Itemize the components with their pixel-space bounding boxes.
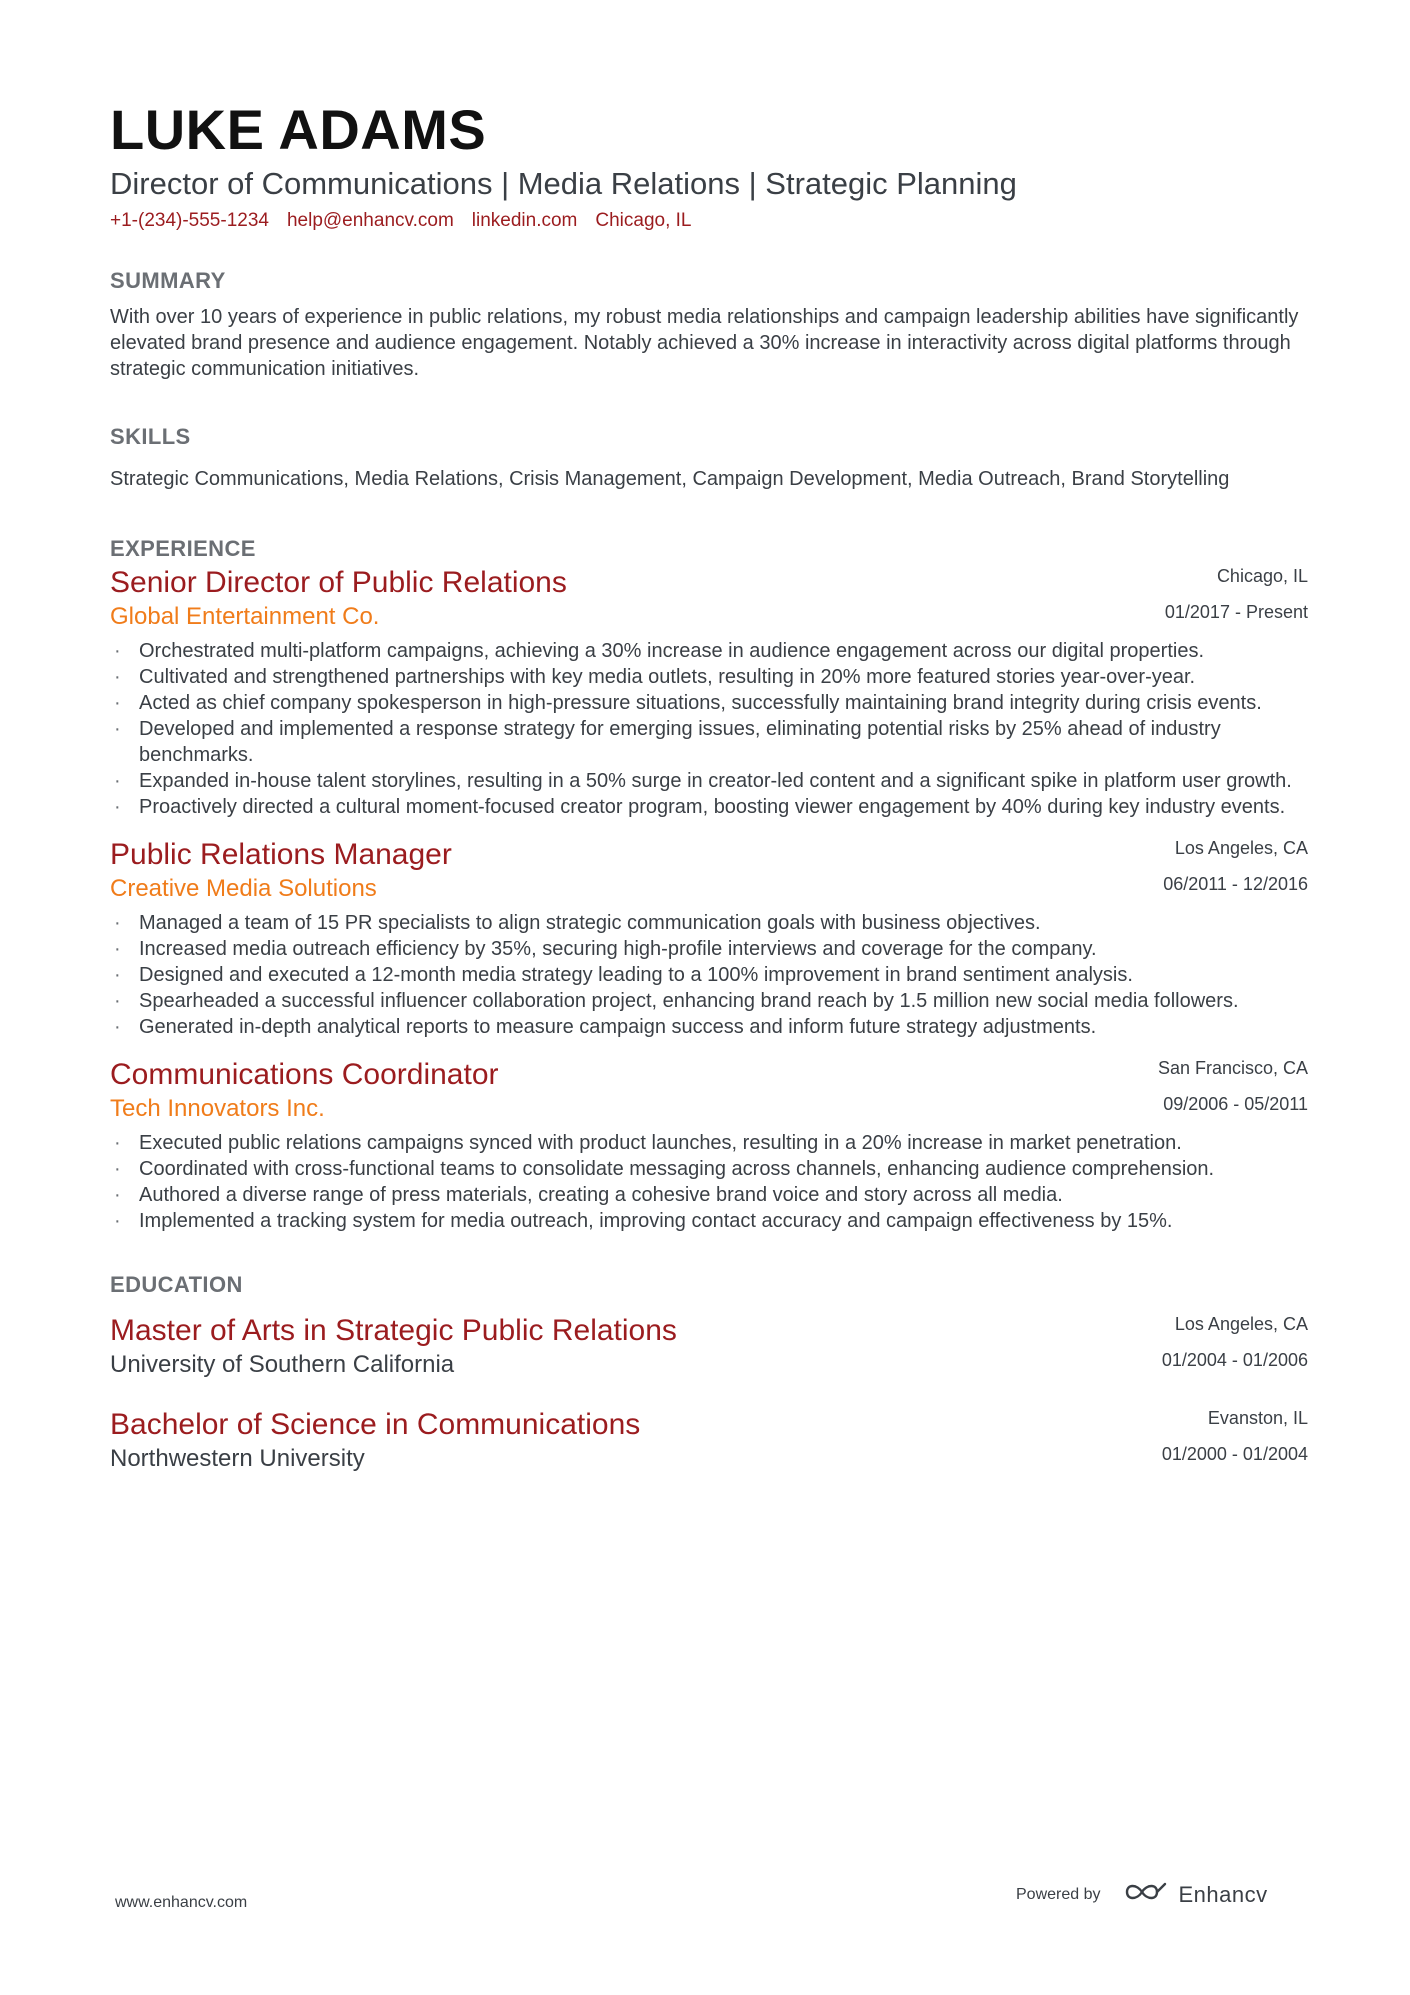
achievement-item: · Designed and executed a 12-month media strategy leading to a 100% improvement in brand sentiment analysis. — [110, 962, 1308, 988]
achievement-item: · Orchestrated multi-platform campaigns, achieving a 30% increase in audience engagement across our digital properties. — [110, 638, 1308, 664]
job-title: Senior Director of Public Relations — [110, 566, 567, 599]
footer-website[interactable]: www.enhancv.com — [115, 1894, 248, 1911]
summary-text: With over 10 years of experience in public relations, my robust media relationships and campaign leadership abilities have significantly elevated brand presence and audience engagement. Notably achieved a 30% increase in interactivity across digital platforms through strategic communication initiatives. — [110, 306, 1299, 380]
school-name: Northwestern University — [110, 1445, 365, 1472]
achievement-item: · Implemented a tracking system for media outreach, improving contact accuracy and campaign effectiveness by 15%. — [110, 1208, 1308, 1234]
company-name: Tech Innovators Inc. — [110, 1095, 325, 1122]
education-dates: 01/2000 - 01/2004 — [1161, 1444, 1308, 1464]
linkedin-link[interactable]: linkedin.com — [471, 210, 578, 231]
job-dates: 09/2006 - 05/2011 — [1163, 1094, 1308, 1114]
brand-logo[interactable] — [1123, 1880, 1268, 1909]
achievement-item: · Managed a team of 15 PR specialists to align strategic communication goals with business objectives. — [110, 910, 1308, 936]
experience-entry — [110, 564, 1308, 820]
location: Chicago, IL — [595, 210, 692, 231]
summary-heading: SUMMARY — [110, 268, 226, 293]
achievement-item: · Generated in-depth analytical reports to measure campaign success and inform future strategy adjustments. — [110, 1014, 1308, 1040]
company-name: Creative Media Solutions — [110, 875, 377, 902]
degree-title: Bachelor of Science in Communications — [110, 1408, 641, 1441]
education-section — [110, 1270, 1308, 1474]
candidate-name: LUKE ADAMS — [110, 98, 487, 161]
company-name: Global Entertainment Co. — [110, 603, 380, 630]
achievement-list — [110, 1130, 1308, 1234]
education-entry — [110, 1312, 1308, 1380]
achievement-item: · Authored a diverse range of press materials, creating a cohesive brand voice and story across all media. — [110, 1182, 1308, 1208]
email-address[interactable]: help@enhancv.com — [286, 210, 454, 231]
resume-header — [110, 98, 1308, 234]
enhancv-logo-icon — [1123, 1880, 1169, 1909]
achievement-item: · Executed public relations campaigns synced with product launches, resulting in a 20% increase in market penetration. — [110, 1130, 1308, 1156]
resume-page — [110, 98, 1308, 1474]
skills-text: Strategic Communications, Media Relations, Crisis Management, Campaign Development, Media Outreach, Brand Storytelling — [110, 468, 1230, 490]
summary-section — [110, 266, 1308, 382]
degree-title: Master of Arts in Strategic Public Relations — [110, 1314, 677, 1347]
footer-branding — [1016, 1880, 1268, 1909]
candidate-headline: Director of Communications | Media Relations | Strategic Planning — [110, 166, 1017, 201]
achievement-list — [110, 638, 1308, 820]
achievement-item: · Proactively directed a cultural moment-focused creator program, boosting viewer engagement by 40% during key industry events. — [110, 794, 1308, 820]
experience-heading: EXPERIENCE — [110, 536, 256, 561]
education-heading: EDUCATION — [110, 1272, 243, 1297]
achievement-item: · Expanded in-house talent storylines, resulting in a 50% surge in creator-led content and a significant spike in platform user growth. — [110, 768, 1308, 794]
achievement-item: · Developed and implemented a response strategy for emerging issues, eliminating potential risks by 25% ahead of industry benchmarks. — [110, 716, 1308, 768]
phone-number[interactable]: +1-(234)-555-1234 — [110, 210, 269, 231]
job-location: San Francisco, CA — [1157, 1058, 1308, 1078]
contact-line — [110, 208, 1308, 234]
school-location: Evanston, IL — [1207, 1408, 1308, 1428]
job-title: Public Relations Manager — [110, 838, 452, 871]
job-dates: 01/2017 - Present — [1164, 602, 1308, 622]
skills-heading: SKILLS — [110, 424, 191, 449]
job-dates: 06/2011 - 12/2016 — [1163, 874, 1308, 894]
job-title: Communications Coordinator — [110, 1058, 499, 1091]
achievement-item: · Increased media outreach efficiency by 35%, securing high-profile interviews and coverage for the company. — [110, 936, 1308, 962]
job-location: Los Angeles, CA — [1174, 838, 1308, 858]
achievement-item: · Cultivated and strengthened partnerships with key media outlets, resulting in 20% more featured stories year-over-year. — [110, 664, 1308, 690]
powered-by-label: Powered by — [1016, 1885, 1101, 1903]
achievement-list — [110, 910, 1308, 1040]
experience-entry — [110, 1056, 1308, 1234]
school-name: University of Southern California — [110, 1351, 455, 1378]
education-entry — [110, 1406, 1308, 1474]
skills-section — [110, 422, 1308, 492]
job-location: Chicago, IL — [1216, 566, 1308, 586]
brand-name: Enhancv — [1178, 1881, 1268, 1907]
education-dates: 01/2004 - 01/2006 — [1161, 1350, 1308, 1370]
achievement-item: · Acted as chief company spokesperson in high-pressure situations, successfully maintaining brand integrity during crisis events. — [110, 690, 1308, 716]
experience-section — [110, 534, 1308, 1234]
achievement-item: · Spearheaded a successful influencer collaboration project, enhancing brand reach by 1.5 million new social media followers. — [110, 988, 1308, 1014]
achievement-item: · Coordinated with cross-functional teams to consolidate messaging across channels, enhancing audience comprehension. — [110, 1156, 1308, 1182]
experience-entry — [110, 836, 1308, 1040]
school-location: Los Angeles, CA — [1174, 1314, 1308, 1334]
